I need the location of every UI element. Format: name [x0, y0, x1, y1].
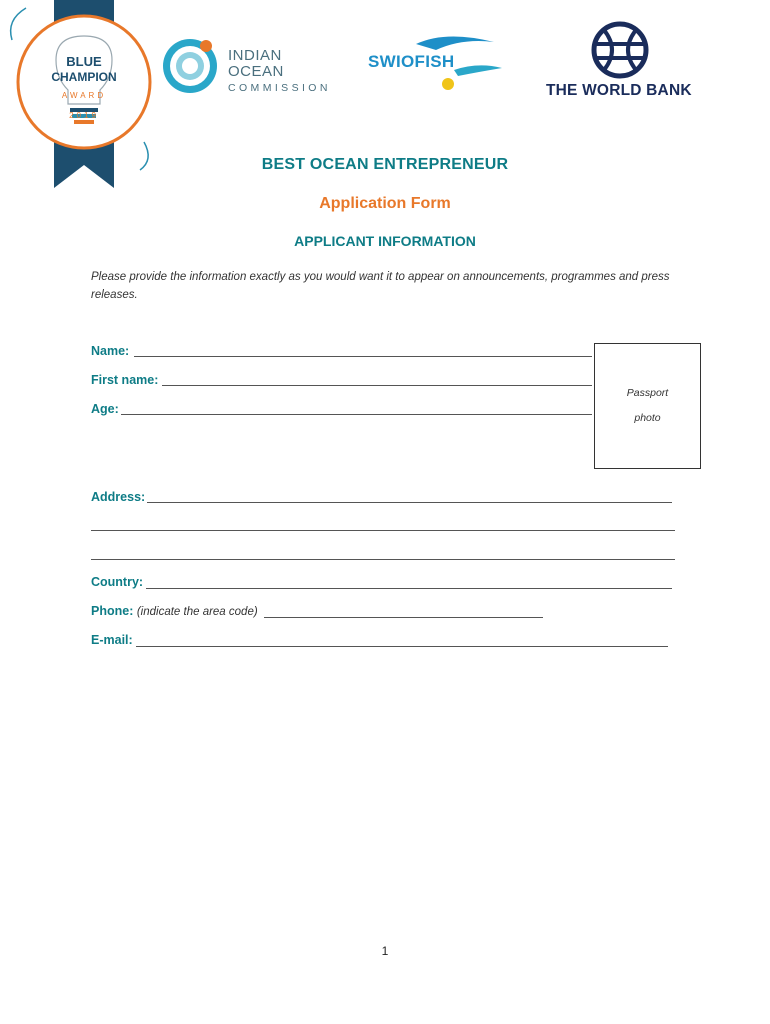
- address-input-line-3[interactable]: [91, 559, 675, 560]
- photo-label-line2: photo: [634, 412, 661, 424]
- page-number: 1: [381, 944, 389, 958]
- ioc-emblem-icon: [160, 34, 222, 96]
- main-title: BEST OCEAN ENTREPRENEUR: [261, 156, 509, 173]
- badge-year: 2019: [69, 111, 99, 120]
- country-label: Country:: [91, 575, 144, 589]
- badge-line2: CHAMPION: [51, 70, 117, 84]
- name-input-line[interactable]: [134, 356, 592, 357]
- indian-ocean-commission-logo: [160, 34, 340, 96]
- address-input-line-2[interactable]: [91, 530, 675, 531]
- badge-line3: AWARD: [61, 91, 107, 100]
- age-input-line[interactable]: [121, 414, 592, 415]
- address-label: Address:: [91, 490, 146, 504]
- swiofish-logo: [366, 30, 506, 96]
- address-input-line-1[interactable]: [147, 502, 672, 503]
- age-label: Age:: [91, 402, 119, 416]
- passport-photo-box[interactable]: [594, 343, 701, 469]
- email-label: E-mail:: [91, 633, 133, 647]
- first-name-input-line[interactable]: [162, 385, 592, 386]
- photo-label-line1: Passport: [626, 387, 669, 399]
- first-name-label: First name:: [91, 373, 159, 387]
- world-bank-globe-icon: [544, 20, 704, 80]
- phone-hint: (indicate the area code): [136, 606, 258, 618]
- badge-line1: BLUE: [66, 54, 102, 69]
- swiofish-name: SWIOFISH: [368, 52, 455, 71]
- intro-text: Please provide the information exactly as you would want it to appear on announcements, programmes and press releases.: [91, 271, 670, 301]
- form-title: Application Form: [319, 195, 451, 212]
- phone-label-text: Phone:: [91, 604, 134, 618]
- ioc-line2: COMMISSION: [228, 82, 331, 94]
- name-label: Name:: [91, 344, 130, 358]
- ioc-line1: INDIAN OCEAN: [228, 47, 284, 80]
- email-input-line[interactable]: [136, 646, 668, 647]
- world-bank-name: THE WORLD BANK: [546, 82, 692, 99]
- phone-label: [91, 604, 258, 618]
- country-input-line[interactable]: [146, 588, 672, 589]
- world-bank-logo: [544, 20, 704, 106]
- phone-input-line[interactable]: [264, 617, 543, 618]
- section-title: APPLICANT INFORMATION: [294, 233, 476, 249]
